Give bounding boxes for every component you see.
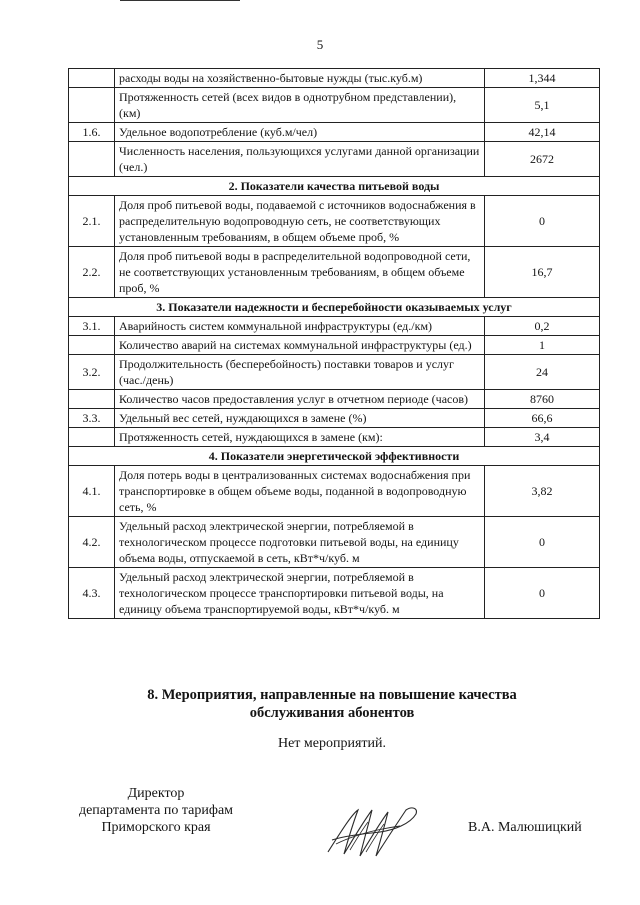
section-heading: 3. Показатели надежности и бесперебойности оказываемых услуг bbox=[69, 298, 600, 317]
section-8-heading-line1: 8. Мероприятия, направленные на повышение качества bbox=[147, 687, 517, 703]
indicator-name: Доля потерь воды в централизованных системах водоснабжения при транспортировке в общем объеме воды, поданной в водопроводную сеть, % bbox=[115, 466, 485, 517]
table-row bbox=[69, 409, 600, 428]
indicator-value: 24 bbox=[485, 355, 600, 390]
row-number bbox=[69, 142, 115, 177]
table-row bbox=[69, 428, 600, 447]
indicator-name: Протяженность сетей (всех видов в однотрубном представлении), (км) bbox=[115, 88, 485, 123]
indicator-name: Удельный расход электрической энергии, потребляемой в технологическом процессе транспортировки питьевой воды, на единицу объема транспортируемой воды, кВт*ч/куб. м bbox=[115, 568, 485, 619]
table-row bbox=[69, 317, 600, 336]
signatory-title-line1: Директор bbox=[127, 786, 185, 801]
signatory-name: В.А. Малюшицкий bbox=[468, 820, 582, 835]
indicator-name: Количество аварий на системах коммунальной инфраструктуры (ед.) bbox=[115, 336, 485, 355]
section-8-heading-line2: обслуживания абонентов bbox=[249, 705, 415, 721]
table-row bbox=[69, 88, 600, 123]
indicator-value: 3,82 bbox=[485, 466, 600, 517]
table-section-row bbox=[69, 298, 600, 317]
indicator-name: Количество часов предоставления услуг в отчетном периоде (часов) bbox=[115, 390, 485, 409]
row-number: 3.2. bbox=[69, 355, 115, 390]
indicator-name: Удельное водопотребление (куб.м/чел) bbox=[115, 123, 485, 142]
table-row bbox=[69, 123, 600, 142]
signatory-title bbox=[50, 785, 262, 836]
indicator-name: Продолжительность (бесперебойность) поставки товаров и услуг (час./день) bbox=[115, 355, 485, 390]
page-number: 5 bbox=[316, 37, 324, 52]
row-number: 2.1. bbox=[69, 196, 115, 247]
section-8-body: Нет мероприятий. bbox=[277, 736, 387, 751]
indicator-name: Численность населения, пользующихся услугами данной организации (чел.) bbox=[115, 142, 485, 177]
row-number: 4.3. bbox=[69, 568, 115, 619]
row-number: 4.1. bbox=[69, 466, 115, 517]
table-row bbox=[69, 466, 600, 517]
section-heading: 2. Показатели качества питьевой воды bbox=[69, 177, 600, 196]
row-number bbox=[69, 336, 115, 355]
indicator-name: Удельный вес сетей, нуждающихся в замене (%) bbox=[115, 409, 485, 428]
section-heading: 4. Показатели энергетической эффективности bbox=[69, 447, 600, 466]
table-row bbox=[69, 247, 600, 298]
indicator-value: 42,14 bbox=[485, 123, 600, 142]
indicator-name: Доля проб питьевой воды, подаваемой с источников водоснабжения в распределительную водопроводную сеть, не соответствующих установленным требованиям, в общем объеме проб, % bbox=[115, 196, 485, 247]
signatory-title-line2: департамента по тарифам bbox=[78, 803, 234, 818]
row-number: 3.3. bbox=[69, 409, 115, 428]
table-row bbox=[69, 69, 600, 88]
indicator-value: 1 bbox=[485, 336, 600, 355]
indicator-value: 0 bbox=[485, 196, 600, 247]
top-edge-line bbox=[120, 0, 240, 1]
section-8-heading bbox=[0, 686, 640, 722]
table-row bbox=[69, 142, 600, 177]
row-number bbox=[69, 390, 115, 409]
table-row bbox=[69, 355, 600, 390]
indicator-value: 0,2 bbox=[485, 317, 600, 336]
indicator-value: 5,1 bbox=[485, 88, 600, 123]
indicator-value: 8760 bbox=[485, 390, 600, 409]
indicator-name: Аварийность систем коммунальной инфраструктуры (ед./км) bbox=[115, 317, 485, 336]
signatory-title-line3: Приморского края bbox=[101, 820, 211, 835]
row-number bbox=[69, 88, 115, 123]
indicator-name: Удельный расход электрической энергии, потребляемой в технологическом процессе подготовки питьевой воды, на единицу объема воды, отпускаемой в сеть, кВт*ч/куб. м bbox=[115, 517, 485, 568]
row-number: 2.2. bbox=[69, 247, 115, 298]
row-number: 4.2. bbox=[69, 517, 115, 568]
table-section-row bbox=[69, 447, 600, 466]
indicator-value: 16,7 bbox=[485, 247, 600, 298]
table-row bbox=[69, 196, 600, 247]
row-number bbox=[69, 428, 115, 447]
indicators-table bbox=[68, 68, 600, 619]
indicator-value: 3,4 bbox=[485, 428, 600, 447]
handwritten-signature bbox=[322, 800, 422, 860]
indicator-name: Доля проб питьевой воды в распределительной водопроводной сети, не соответствующих установленным требованиям, в общем объеме проб, % bbox=[115, 247, 485, 298]
table-row bbox=[69, 568, 600, 619]
indicator-name: Протяженность сетей, нуждающихся в замене (км): bbox=[115, 428, 485, 447]
indicator-value: 2672 bbox=[485, 142, 600, 177]
indicator-value: 0 bbox=[485, 517, 600, 568]
indicator-name: расходы воды на хозяйственно-бытовые нужды (тыс.куб.м) bbox=[115, 69, 485, 88]
table-row bbox=[69, 517, 600, 568]
row-number: 1.6. bbox=[69, 123, 115, 142]
indicator-value: 1,344 bbox=[485, 69, 600, 88]
row-number: 3.1. bbox=[69, 317, 115, 336]
table-section-row bbox=[69, 177, 600, 196]
table-row bbox=[69, 390, 600, 409]
row-number bbox=[69, 69, 115, 88]
table-row bbox=[69, 336, 600, 355]
indicator-value: 66,6 bbox=[485, 409, 600, 428]
indicator-value: 0 bbox=[485, 568, 600, 619]
